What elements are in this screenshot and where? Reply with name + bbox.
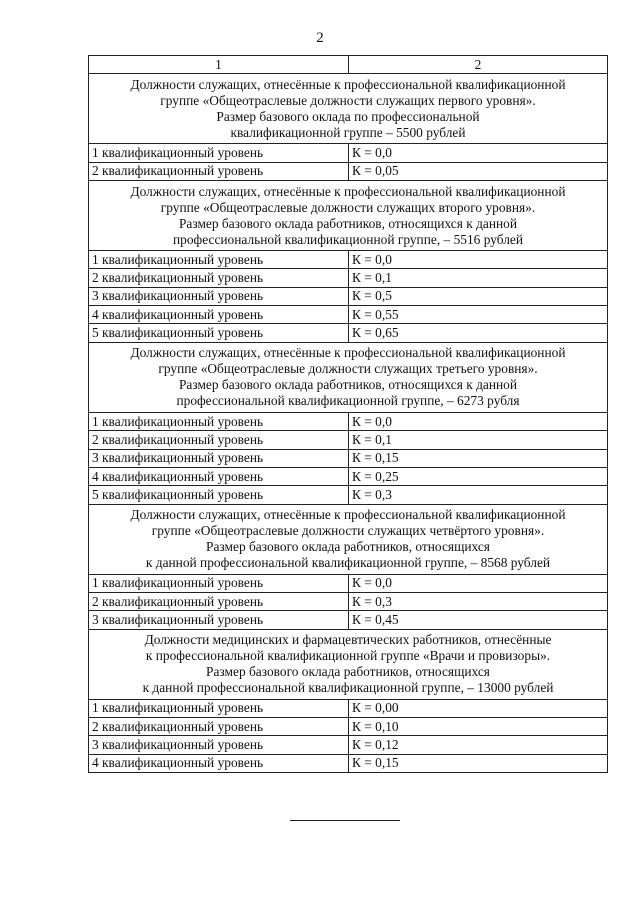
table-row [89,324,608,342]
page-number: 2 [316,30,324,46]
group-description-line: группе «Общеотраслевые должности служащих третьего уровня». [158,361,538,377]
level-cell: 2 квалификационный уровень [89,717,349,735]
group-header-row [89,342,608,412]
group-description-line: Должности служащих, отнесённые к профессиональной квалификационной [130,76,566,92]
coefficient-cell: К = 0,3 [349,486,608,504]
group-description-line: профессиональной квалификационной группе, – 6273 рубля [176,393,520,409]
group-description-line: квалификационной группе – 5500 рублей [230,124,466,140]
level-cell: 5 квалификационный уровень [89,324,349,342]
table-row [89,431,608,449]
table-row [89,251,608,269]
group-header-row [89,504,608,574]
group-header-row [89,629,608,699]
table-row [89,412,608,430]
level-cell: 2 квалификационный уровень [89,269,349,287]
level-cell: 3 квалификационный уровень [89,736,349,754]
level-cell: 1 квалификационный уровень [89,251,349,269]
table-row [89,306,608,324]
group-description-line: группе «Общеотраслевые должности служащих первого уровня». [160,92,536,108]
group-description [89,504,608,574]
column-header: 2 [349,56,608,74]
group-description-line: Размер базового оклада по профессиональной [216,108,480,124]
group-description-line: Должности медицинских и фармацевтических работников, отнесённые [144,632,552,648]
coefficient-cell: К = 0,0 [349,144,608,162]
group-description-line: Должности служащих, отнесённые к профессиональной квалификационной [130,183,566,199]
level-cell: 4 квалификационный уровень [89,306,349,324]
footer-rule [290,820,400,821]
coefficient-cell: К = 0,5 [349,287,608,305]
table-row [89,449,608,467]
table-row [89,717,608,735]
level-cell: 4 квалификационный уровень [89,467,349,485]
table-row [89,486,608,504]
coefficient-cell: К = 0,15 [349,449,608,467]
group-description-line: к данной профессиональной квалификационной группе, – 13000 рублей [142,680,554,696]
salary-table [88,55,608,773]
table-row [89,574,608,592]
group-description [89,74,608,144]
table-row [89,269,608,287]
level-cell: 4 квалификационный уровень [89,754,349,772]
table-row [89,611,608,629]
coefficient-cell: К = 0,15 [349,754,608,772]
level-cell: 3 квалификационный уровень [89,611,349,629]
level-cell: 1 квалификационный уровень [89,574,349,592]
coefficient-cell: К = 0,45 [349,611,608,629]
level-cell: 1 квалификационный уровень [89,144,349,162]
table-row [89,467,608,485]
coefficient-cell: К = 0,1 [349,269,608,287]
coefficient-cell: К = 0,25 [349,467,608,485]
group-description-line: профессиональной квалификационной группе, – 5516 рублей [172,231,524,247]
table-row [89,287,608,305]
table-row [89,736,608,754]
coefficient-cell: К = 0,12 [349,736,608,754]
group-description-line: Должности служащих, отнесённые к профессиональной квалификационной [130,507,566,523]
group-description [89,629,608,699]
level-cell: 2 квалификационный уровень [89,162,349,180]
group-description [89,181,608,251]
group-description-line: к профессиональной квалификационной группе «Врачи и провизоры». [145,648,551,664]
coefficient-cell: К = 0,1 [349,431,608,449]
level-cell: 1 квалификационный уровень [89,412,349,430]
level-cell: 3 квалификационный уровень [89,287,349,305]
column-header: 1 [89,56,349,74]
group-header-row [89,74,608,144]
group-description-line: группе «Общеотраслевые должности служащих четвёртого уровня». [151,523,545,539]
coefficient-cell: К = 0,0 [349,251,608,269]
table-row [89,592,608,610]
group-description-line: Должности служащих, отнесённые к профессиональной квалификационной [130,345,566,361]
group-description [89,342,608,412]
coefficient-cell: К = 0,55 [349,306,608,324]
group-description-line: Размер базового оклада работников, относящихся к данной [178,377,518,393]
coefficient-cell: К = 0,0 [349,412,608,430]
coefficient-cell: К = 0,65 [349,324,608,342]
coefficient-cell: К = 0,0 [349,574,608,592]
coefficient-cell: К = 0,00 [349,699,608,717]
table-row [89,144,608,162]
coefficient-cell: К = 0,3 [349,592,608,610]
group-description-line: Размер базового оклада работников, относящихся [206,664,490,680]
coefficient-cell: К = 0,05 [349,162,608,180]
group-description-line: к данной профессиональной квалификационной группе, – 8568 рублей [145,555,551,571]
level-cell: 5 квалификационный уровень [89,486,349,504]
level-cell: 2 квалификационный уровень [89,592,349,610]
table-row [89,754,608,772]
table-row [89,162,608,180]
level-cell: 1 квалификационный уровень [89,699,349,717]
table-row [89,699,608,717]
coefficient-cell: К = 0,10 [349,717,608,735]
group-description-line: Размер базового оклада работников, относящихся к данной [178,215,518,231]
group-description-line: группе «Общеотраслевые должности служащих второго уровня». [160,199,536,215]
group-description-line: Размер базового оклада работников, относящихся [206,539,490,555]
level-cell: 3 квалификационный уровень [89,449,349,467]
group-header-row [89,181,608,251]
table-header-row [89,56,608,74]
level-cell: 2 квалификационный уровень [89,431,349,449]
